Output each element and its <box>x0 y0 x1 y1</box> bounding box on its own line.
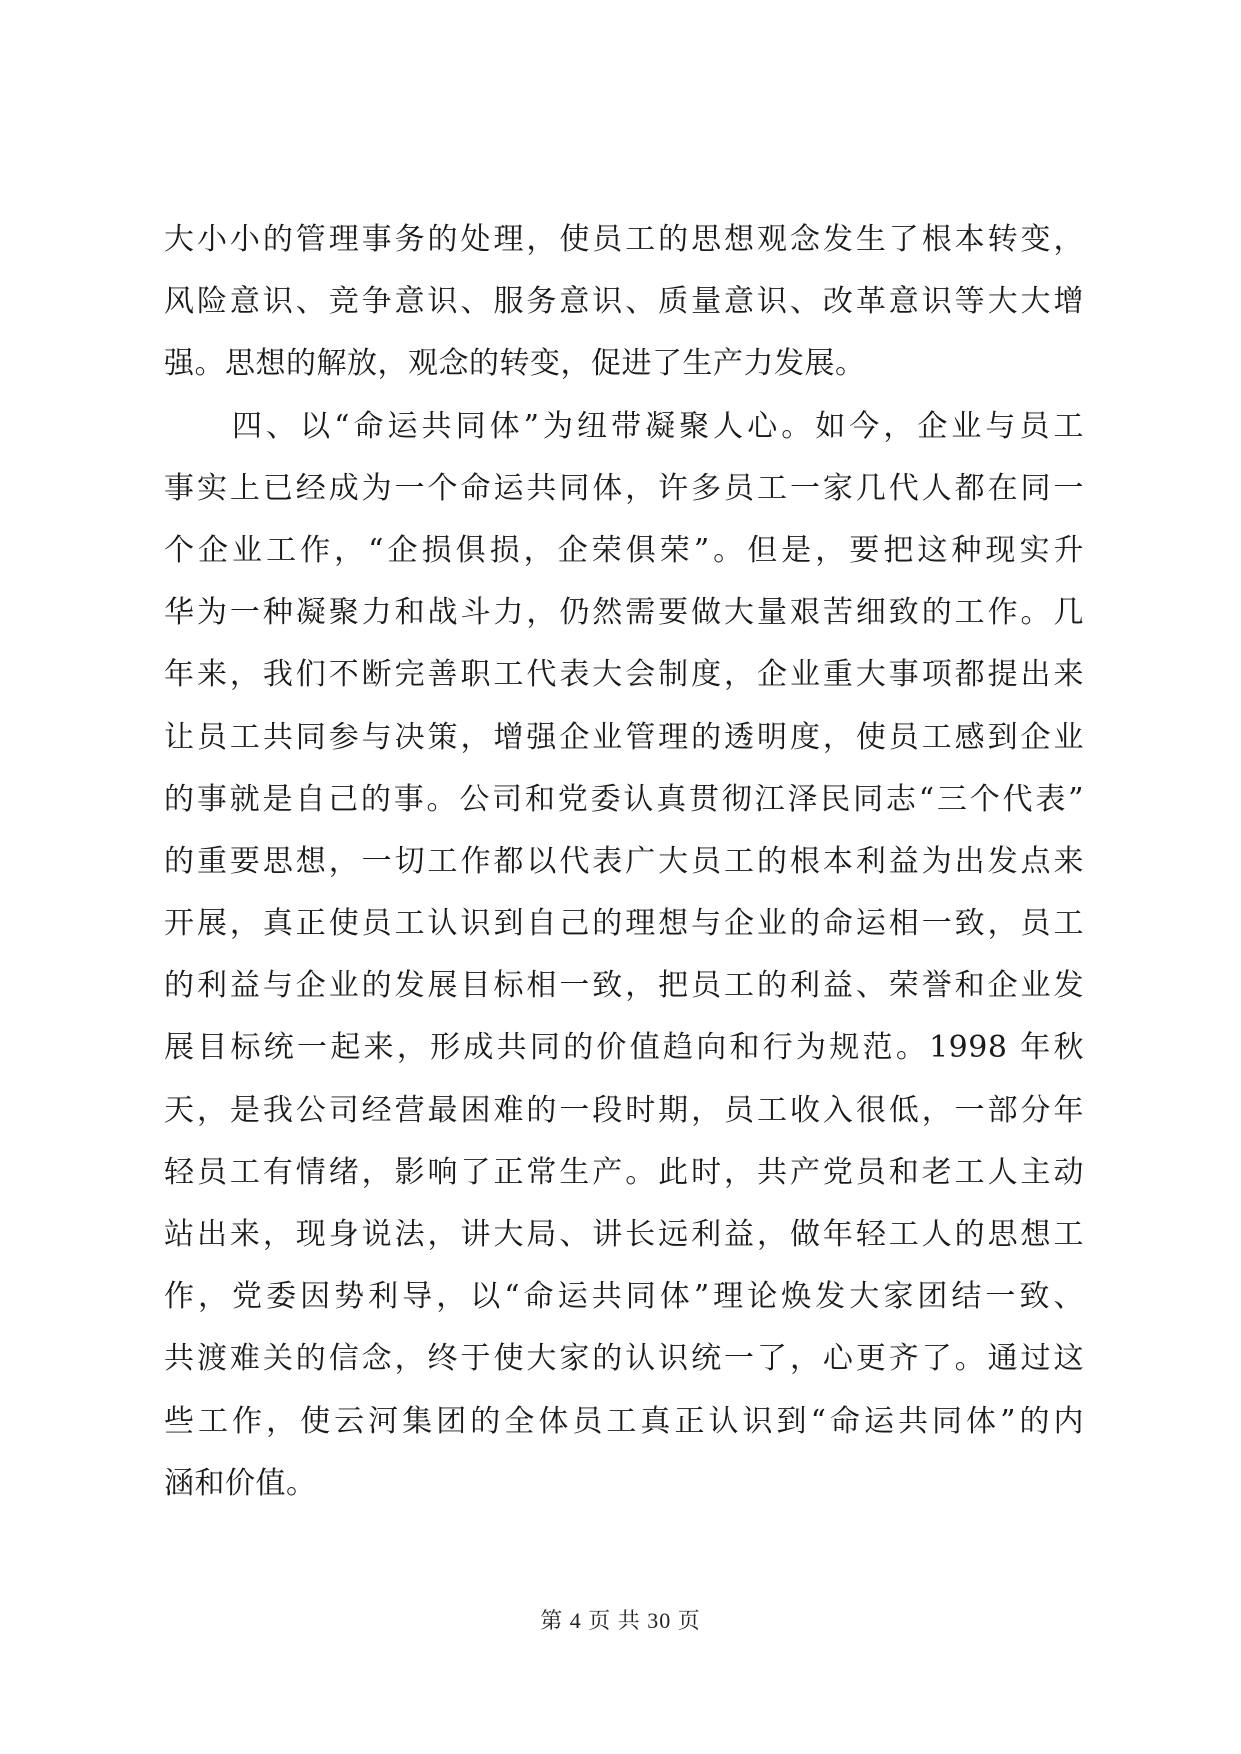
text-line: 事实上已经成为一个命运共同体，许多员工一家几代人都在同一 <box>164 470 1084 506</box>
text-line: 轻员工有情绪，影响了正常生产。此时，共产党员和老工人主动 <box>164 1154 1084 1190</box>
text-line: 华为一种凝聚力和战斗力，仍然需要做大量艰苦细致的工作。几 <box>164 595 1084 631</box>
page-number: 第 4 页 共 30 页 <box>540 1608 701 1633</box>
text-line: 展目标统一起来，形成共同的价值趋向和行为规范。1998 年秋 <box>164 1030 1084 1066</box>
text-line: 的事就是自己的事。公司和党委认真贯彻江泽民同志“三个代表” <box>164 781 1084 817</box>
text-line: 让员工共同参与决策，增强企业管理的透明度，使员工感到企业 <box>164 719 1084 755</box>
text-line: 大小小的管理事务的处理，使员工的思想观念发生了根本转变， <box>164 222 1084 257</box>
paragraph-start-line: 四、以“命运共同体”为纽带凝聚人心。如今，企业与员工 <box>232 408 1084 444</box>
text-line: 的重要思想，一切工作都以代表广大员工的根本利益为出发点来 <box>164 843 1084 879</box>
text-line: 作，党委因势利导，以“命运共同体”理论焕发大家团结一致、 <box>164 1279 1084 1315</box>
text-line: 共渡难关的信念，终于使大家的认识统一了，心更齐了。通过这 <box>164 1341 1084 1377</box>
text-line: 个企业工作，“企损俱损，企荣俱荣”。但是，要把这种现实升 <box>164 532 1084 568</box>
body-text <box>164 209 1084 1515</box>
page-footer <box>0 1606 1241 1636</box>
text-line: 天，是我公司经营最困难的一段时期，员工收入很低，一部分年 <box>164 1092 1084 1128</box>
text-line: 站出来，现身说法，讲大局、讲长远利益，做年轻工人的思想工 <box>164 1217 1084 1252</box>
text-line: 些工作，使云河集团的全体员工真正认识到“命运共同体”的内 <box>164 1403 1084 1439</box>
text-line: 的利益与企业的发展目标相一致，把员工的利益、荣誉和企业发 <box>164 968 1084 1004</box>
text-line: 涵和价值。 <box>164 1465 317 1501</box>
text-line: 年来，我们不断完善职工代表大会制度，企业重大事项都提出来 <box>164 657 1084 693</box>
text-line: 风险意识、竞争意识、服务意识、质量意识、改革意识等大大增 <box>164 284 1084 320</box>
text-line: 强。思想的解放，观念的转变，促进了生产力发展。 <box>164 346 866 382</box>
text-line: 开展，真正使员工认识到自己的理想与企业的命运相一致，员工 <box>164 906 1084 942</box>
